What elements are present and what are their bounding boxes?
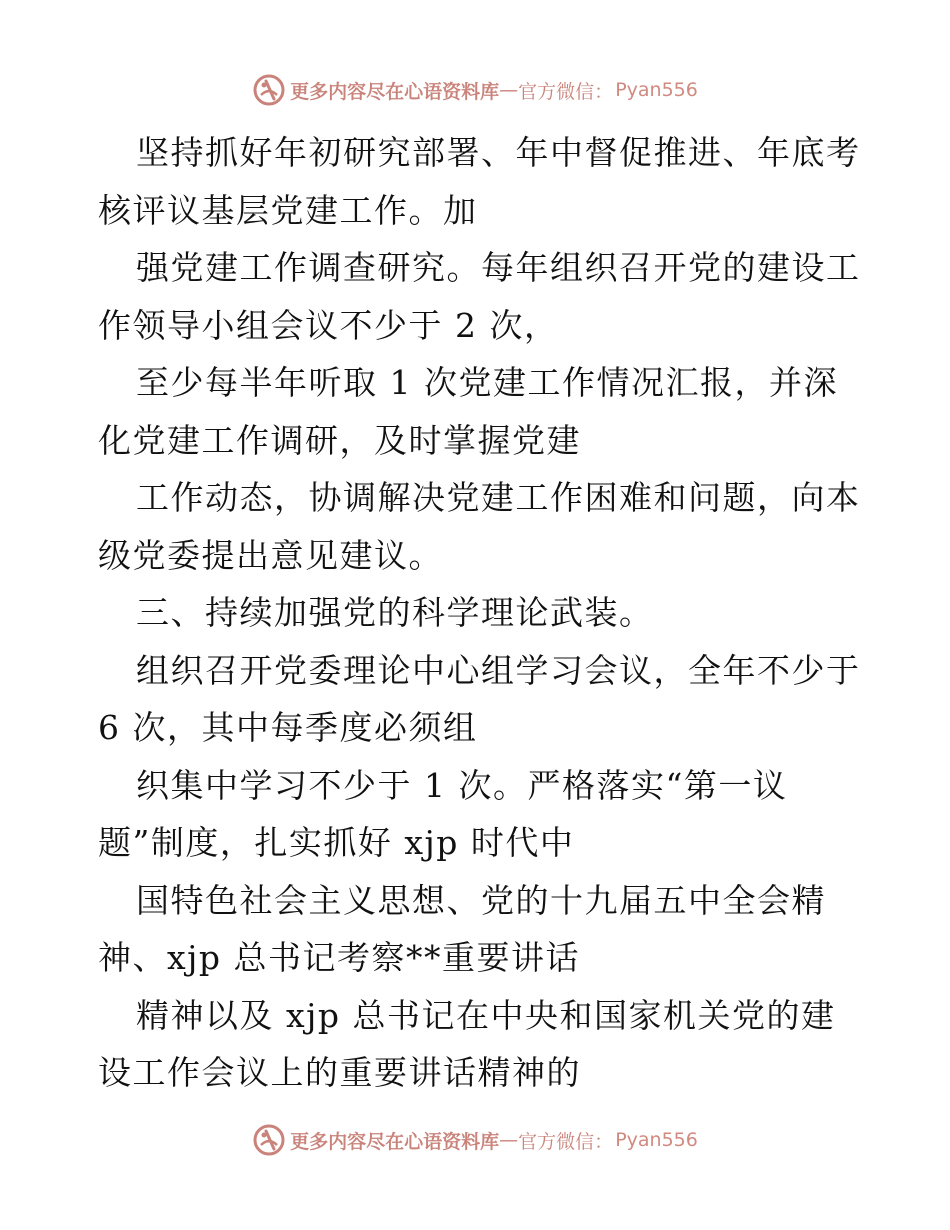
text-line: 6 次，其中每季度必须组 — [98, 708, 478, 747]
text-line: 化党建工作调研，及时掌握党建 — [98, 420, 581, 460]
watermark-account: Pyan556 — [615, 1129, 698, 1151]
watermark-label: 官方微信： — [518, 80, 614, 103]
text-line: 设工作会议上的重要讲话精神的 — [98, 1053, 581, 1092]
text-line: 工作动态，协调解决党建工作困难和问题，向本 — [136, 478, 861, 517]
book-quill-logo-icon — [252, 73, 286, 107]
watermark-label: 官方微信： — [518, 1130, 614, 1153]
text-line: 国特色社会主义思想、党的十九届五中全会精 — [136, 880, 826, 920]
text-line: 核评议基层党建工作。加 — [98, 190, 478, 230]
footer-watermark — [0, 1120, 950, 1160]
watermark-separator: — — [499, 1129, 519, 1151]
text-line: 神、xjp 总书记考察**重要讲话 — [98, 938, 580, 977]
text-line: 强党建工作调查研究。每年组织召开党的建设工 — [136, 248, 861, 287]
text-line: 三、持续加强党的科学理论武装。 — [136, 593, 654, 632]
text-line: 题”制度，扎实抓好 xjp 时代中 — [98, 823, 575, 862]
text-line: 级党委提出意见建议。 — [98, 535, 443, 575]
text-line: 精神以及 xjp 总书记在中央和国家机关党的建 — [136, 995, 836, 1035]
text-line: 作领导小组会议不少于 2 次， — [98, 305, 559, 345]
text-line: 坚持抓好年初研究部署、年中督促推进、年底考 — [136, 133, 861, 172]
text-line: 至少每半年听取 1 次党建工作情况汇报，并深 — [136, 363, 838, 402]
watermark-separator: — — [499, 79, 519, 101]
watermark-site-text: 更多内容尽在心语资料库 — [290, 1130, 500, 1153]
text-line: 组织召开党委理论中心组学习会议，全年不少于 — [136, 650, 861, 690]
watermark-account: Pyan556 — [615, 79, 698, 101]
text-line: 织集中学习不少于 1 次。严格落实“第一议 — [136, 765, 788, 805]
book-quill-logo-icon — [252, 1123, 286, 1157]
header-watermark — [0, 70, 950, 110]
watermark-site-text: 更多内容尽在心语资料库 — [290, 80, 500, 103]
document-body — [98, 124, 861, 1102]
